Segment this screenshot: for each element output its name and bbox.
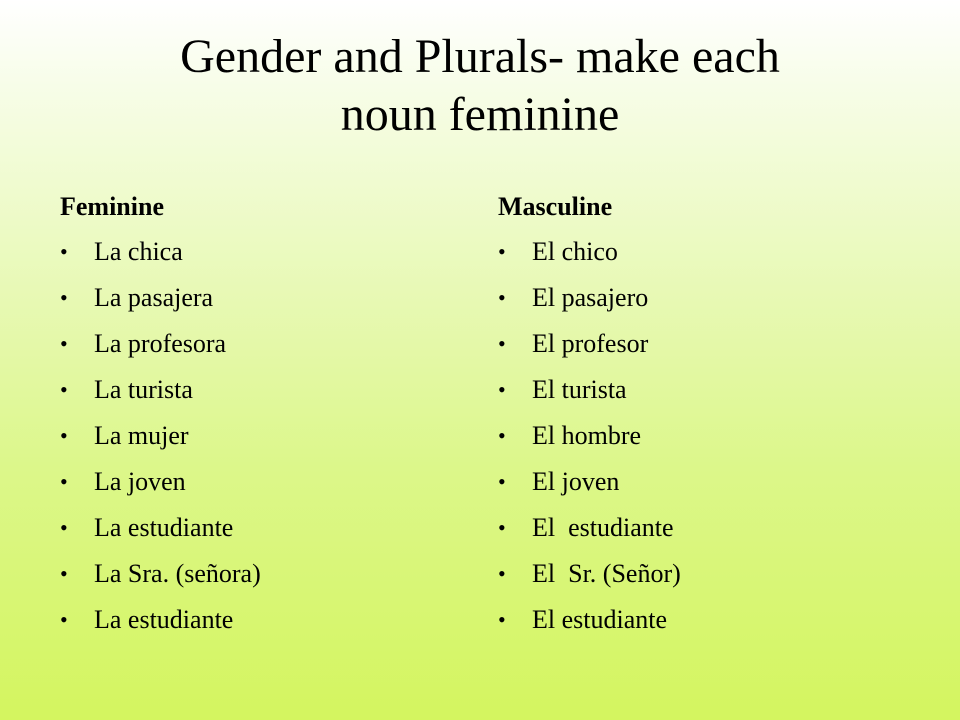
bullet-icon: • bbox=[498, 515, 506, 540]
list-item bbox=[60, 418, 460, 464]
bullet-icon: • bbox=[60, 423, 68, 448]
bullet-icon: • bbox=[498, 377, 506, 402]
bullet-icon: • bbox=[60, 377, 68, 402]
bullet-icon: • bbox=[60, 561, 68, 586]
list-item bbox=[60, 556, 460, 602]
slide-title bbox=[0, 28, 960, 144]
bullet-icon: • bbox=[60, 239, 68, 264]
list-item-text: El turista bbox=[532, 375, 627, 404]
list-item-text: El estudiante bbox=[532, 513, 674, 542]
list-item-text: El chico bbox=[532, 237, 618, 266]
list-item bbox=[498, 510, 898, 556]
list-item bbox=[60, 234, 460, 280]
list-item-text: La chica bbox=[94, 237, 183, 266]
masculine-heading: Masculine bbox=[498, 192, 613, 221]
list-item bbox=[498, 418, 898, 464]
list-item bbox=[60, 326, 460, 372]
list-item-text: El estudiante bbox=[532, 605, 668, 634]
bullet-icon: • bbox=[498, 239, 506, 264]
list-item-text: La turista bbox=[94, 375, 193, 404]
feminine-heading: Feminine bbox=[60, 192, 164, 221]
bullet-icon: • bbox=[498, 469, 506, 494]
list-item-text: El joven bbox=[532, 467, 620, 496]
list-item-text: El Sr. (Señor) bbox=[532, 559, 681, 588]
bullet-icon: • bbox=[60, 607, 68, 632]
bullet-icon: • bbox=[60, 285, 68, 310]
list-item-text: La pasajera bbox=[94, 283, 214, 312]
list-item bbox=[498, 464, 898, 510]
list-item bbox=[60, 602, 460, 648]
list-item bbox=[498, 372, 898, 418]
list-item bbox=[498, 556, 898, 602]
masculine-list bbox=[498, 234, 898, 648]
list-item-text: El profesor bbox=[532, 329, 649, 358]
list-item bbox=[60, 372, 460, 418]
list-item bbox=[60, 280, 460, 326]
bullet-icon: • bbox=[60, 515, 68, 540]
list-item-text: La Sra. (señora) bbox=[94, 559, 261, 588]
list-item-text: El hombre bbox=[532, 421, 642, 450]
list-item bbox=[60, 510, 460, 556]
feminine-list bbox=[60, 234, 460, 648]
list-item-text: La profesora bbox=[94, 329, 227, 358]
list-item bbox=[60, 464, 460, 510]
list-item bbox=[498, 234, 898, 280]
slide-title-line-1: Gender and Plurals- make each bbox=[180, 30, 780, 83]
list-item bbox=[498, 602, 898, 648]
bullet-icon: • bbox=[498, 285, 506, 310]
feminine-column bbox=[60, 190, 460, 648]
bullet-icon: • bbox=[498, 607, 506, 632]
list-item-text: El pasajero bbox=[532, 283, 649, 312]
masculine-column bbox=[498, 190, 898, 648]
list-item-text: La estudiante bbox=[94, 605, 234, 634]
list-item bbox=[498, 280, 898, 326]
list-item-text: La mujer bbox=[94, 421, 189, 450]
slide-title-line-2: noun feminine bbox=[340, 88, 620, 141]
bullet-icon: • bbox=[498, 423, 506, 448]
list-item-text: La joven bbox=[94, 467, 186, 496]
bullet-icon: • bbox=[498, 561, 506, 586]
bullet-icon: • bbox=[498, 331, 506, 356]
bullet-icon: • bbox=[60, 469, 68, 494]
list-item-text: La estudiante bbox=[94, 513, 234, 542]
list-item bbox=[498, 326, 898, 372]
bullet-icon: • bbox=[60, 331, 68, 356]
